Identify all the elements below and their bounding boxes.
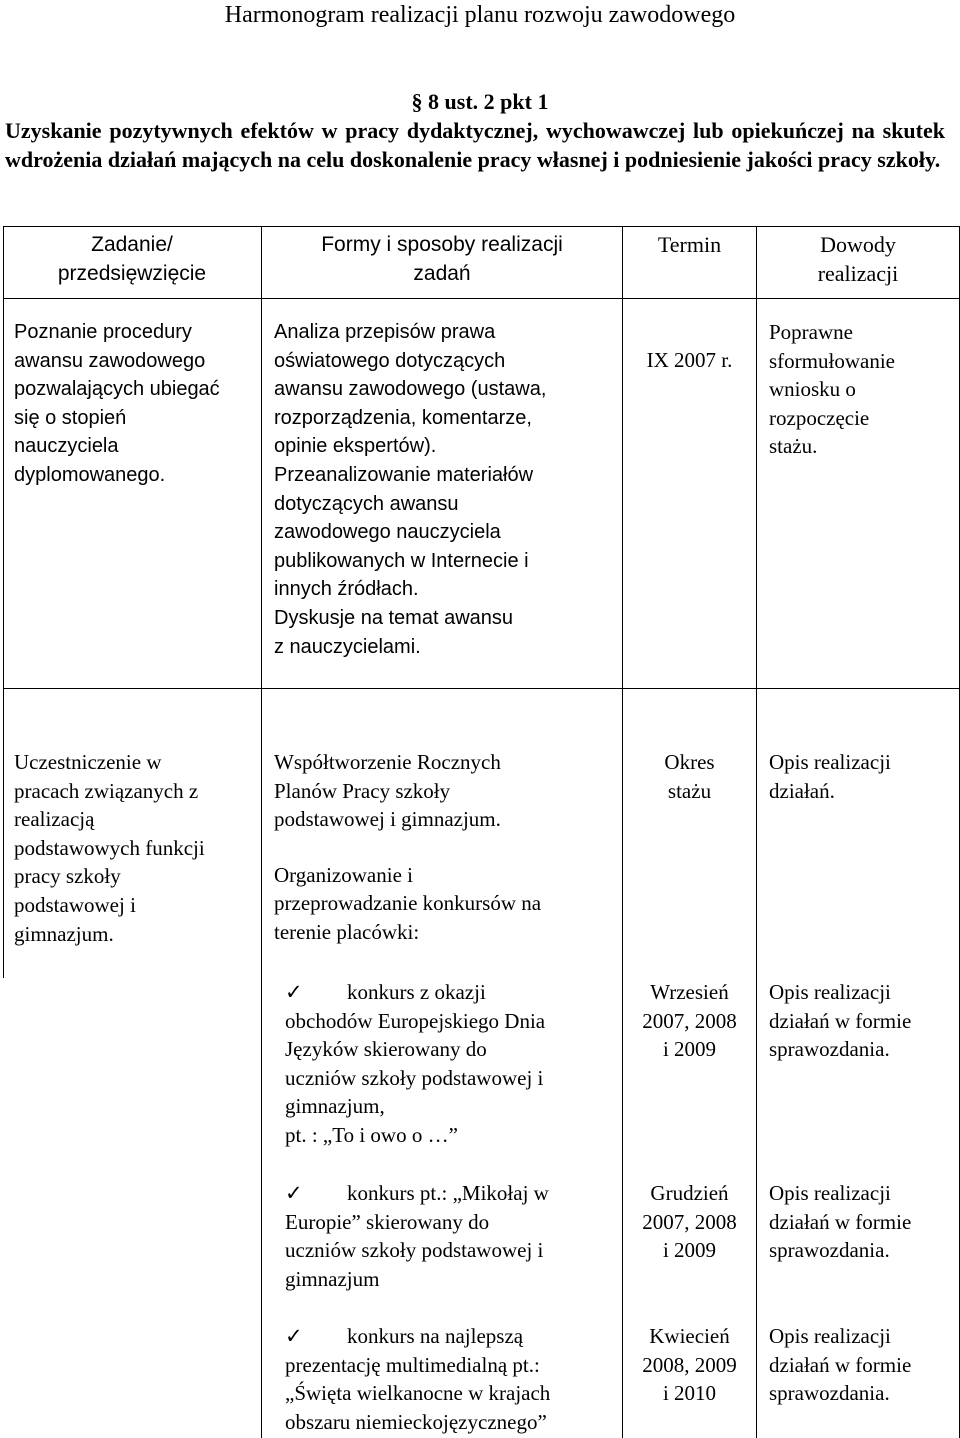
row2-forms: Współtworzenie Rocznych Planów Pracy szkoły podstawowej i gimnazjum. Organizowanie i przeprowadzanie konkursów na terenie placówki: bbox=[274, 750, 542, 944]
header-proof: Dowody realizacji bbox=[817, 232, 899, 286]
row1-proof: Poprawne sformułowanie wniosku o rozpoczęcie stażu. bbox=[769, 320, 895, 459]
header-term: Termin bbox=[657, 232, 722, 257]
col-divider-1 bbox=[261, 226, 262, 1438]
contest-1-term: Wrzesień 2007, 2008 i 2009 bbox=[642, 980, 737, 1062]
checkmark-icon: ✓ bbox=[285, 980, 303, 1004]
checkmark-icon: ✓ bbox=[285, 1181, 303, 1205]
contest-2-proof: Opis realizacji działań w formie sprawozdania. bbox=[769, 1181, 912, 1263]
contest-3-proof: Opis realizacji działań w formie sprawozdania. bbox=[769, 1324, 912, 1406]
page-title: Harmonogram realizacji planu rozwoju zawodowego bbox=[224, 2, 736, 28]
contest-item-3: ✓ konkurs na najlepszą prezentację multimedialną pt.: „Święta wielkanocne w krajach obszaru niemieckojęzycznego” bbox=[285, 1324, 551, 1434]
row1-term: IX 2007 r. bbox=[646, 348, 733, 372]
row2-proof: Opis realizacji działań. bbox=[769, 750, 891, 803]
contest-2-term: Grudzień 2007, 2008 i 2009 bbox=[642, 1181, 737, 1263]
header-task: Zadanie/ przedsięwzięcie bbox=[57, 233, 207, 285]
section-reference: § 8 ust. 2 pkt 1 bbox=[411, 89, 549, 114]
header-bottom-border bbox=[3, 298, 960, 299]
contest-1-proof: Opis realizacji działań w formie sprawozdania. bbox=[769, 980, 912, 1062]
row1-bottom-border bbox=[3, 688, 960, 689]
contest-3-term: Kwiecień 2008, 2009 i 2010 bbox=[642, 1324, 737, 1406]
table-left-border bbox=[3, 226, 4, 978]
header-forms: Formy i sposoby realizacji zadań bbox=[321, 233, 563, 285]
contest-item-2: ✓ konkurs pt.: „Mikołaj w Europie” skierowany do uczniów szkoły podstawowej i gimnazjum bbox=[285, 1181, 549, 1291]
row2-task: Uczestniczenie w pracach związanych z realizacją podstawowych funkcji pracy szkoły podstawowej i gimnazjum. bbox=[14, 750, 205, 946]
intro-paragraph: Uzyskanie pozytywnych efektów w pracy dydaktycznej, wychowawczej lub opiekuńczej na skutek wdrożenia działań mających na celu doskonalenie pracy własnej i podniesienie jakości pracy szkoły. bbox=[5, 118, 945, 172]
row1-forms: Analiza przepisów prawa oświatowego dotyczących awansu zawodowego (ustawa, rozporządzenia, komentarze, opinie ekspertów). Przeanalizowanie materiałów dotyczących awansu zawodowego nauczyciela publikowanych w Internecie i innych źródłach. Dyskusje na temat awansu z nauczycielami. bbox=[274, 321, 547, 658]
row2-term: Okres stażu bbox=[664, 750, 715, 803]
checkmark-icon: ✓ bbox=[285, 1324, 303, 1348]
col-divider-3 bbox=[756, 226, 757, 1438]
row1-task: Poznanie procedury awansu zawodowego pozwalających ubiegać się o stopień nauczyciela dyplomowanego. bbox=[14, 321, 220, 486]
contest-item-1: ✓ konkurs z okazji obchodów Europejskiego Dnia Języków skierowany do uczniów szkoły podstawowej i gimnazjum, pt. : „To i owo o …” bbox=[285, 980, 546, 1147]
table-top-border bbox=[3, 226, 960, 227]
